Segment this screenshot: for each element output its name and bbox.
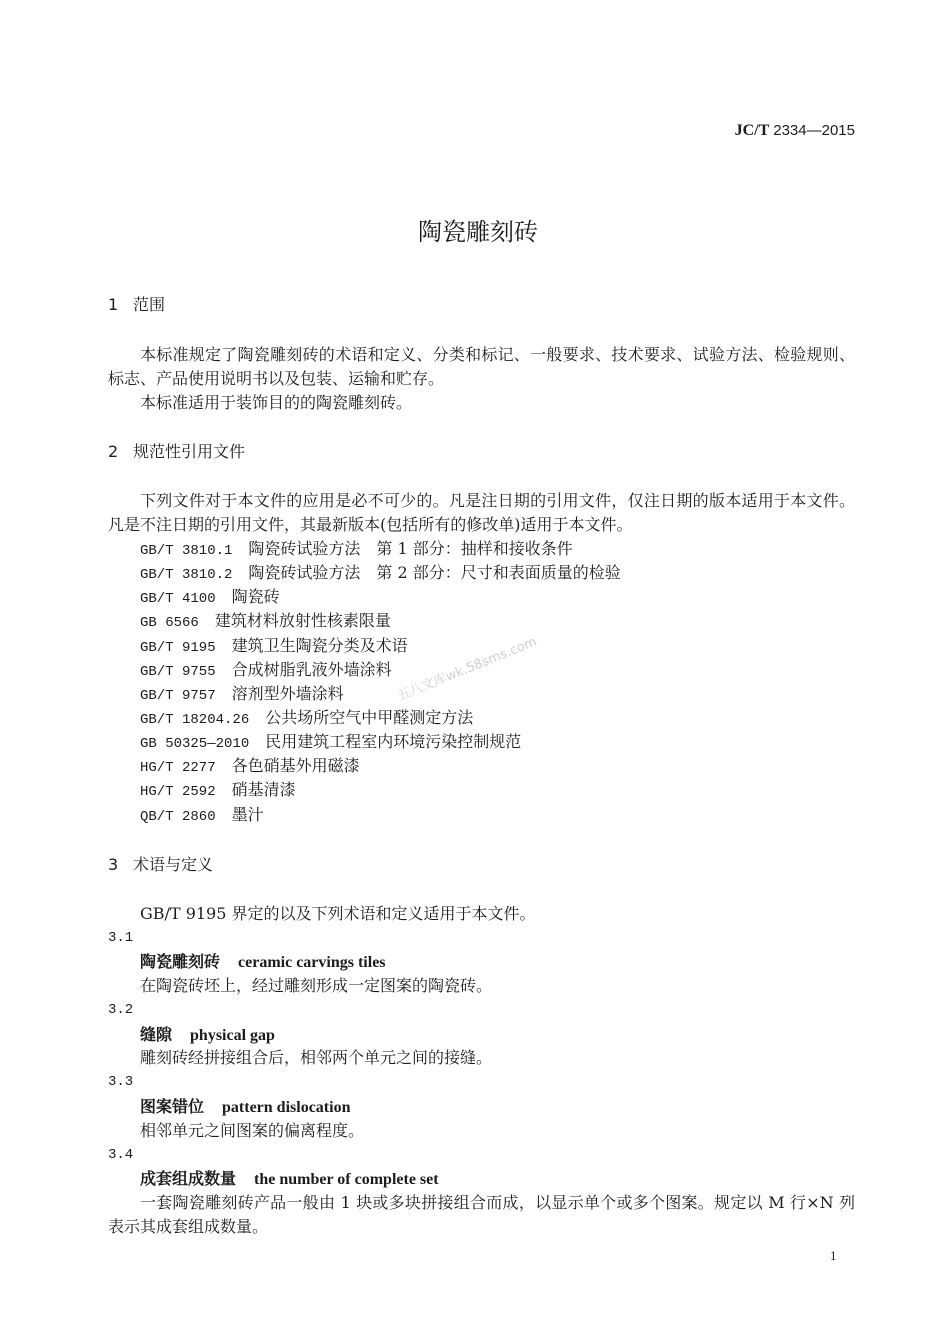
term-heading [140, 1167, 439, 1191]
section-title: 规范性引用文件 [133, 442, 246, 461]
section-number: 1 [108, 295, 119, 314]
reference-item [140, 778, 296, 802]
term-definition: 一套陶瓷雕刻砖产品一般由 1 块或多块拼接组合而成，以显示单个或多个图案。规定以 M 行×N 列 [140, 1193, 855, 1212]
term-chinese: 陶瓷雕刻砖 [140, 952, 221, 971]
standard-code-number: 2334—2015 [773, 122, 855, 139]
page-number: 1 [830, 1248, 837, 1263]
section-title: 术语与定义 [133, 855, 214, 874]
paragraph-line: 凡是不注日期的引用文件，其最新版本(包括所有的修改单)适用于本文件。 [108, 515, 633, 534]
reference-code: GB 6566 [140, 615, 199, 631]
paragraph-line: 本标准适用于装饰目的的陶瓷雕刻砖。 [140, 393, 413, 412]
section-2-heading [108, 440, 245, 464]
reference-code: GB/T 9195 [140, 640, 216, 656]
term-english: ceramic carvings tiles [238, 954, 386, 971]
reference-title: 合成树脂乳液外墙涂料 [231, 660, 392, 679]
reference-code: GB/T 3810.2 [140, 567, 233, 583]
reference-code: HG/T 2592 [140, 784, 216, 800]
reference-item [140, 634, 408, 658]
reference-title: 溶剂型外墙涂料 [231, 684, 344, 703]
term-heading [140, 1095, 350, 1119]
reference-code: GB/T 4100 [140, 591, 216, 607]
reference-item [140, 706, 473, 730]
reference-item [140, 658, 392, 682]
reference-code: GB/T 18204.26 [140, 712, 250, 728]
term-chinese: 成套组成数量 [140, 1169, 237, 1188]
reference-item [140, 730, 521, 754]
term-number: 3.4 [108, 1147, 134, 1163]
section-number: 3 [108, 855, 119, 874]
reference-title: 建筑材料放射性核素限量 [214, 611, 391, 630]
reference-code: HG/T 2277 [140, 760, 216, 776]
term-definition: 在陶瓷砖坯上，经过雕刻形成一定图案的陶瓷砖。 [140, 976, 493, 995]
standard-code-prefix: JC/T [734, 122, 770, 139]
section-title: 范围 [133, 295, 166, 314]
reference-title: 公共场所空气中甲醛测定方法 [265, 708, 474, 727]
reference-title: 墨汁 [231, 805, 264, 824]
reference-title: 民用建筑工程室内环境污染控制规范 [265, 732, 522, 751]
term-number: 3.1 [108, 930, 134, 946]
reference-title: 建筑卫生陶瓷分类及术语 [231, 636, 408, 655]
term-definition: 表示其成套组成数量。 [108, 1217, 269, 1236]
section-3-heading [108, 853, 213, 877]
reference-title: 陶瓷砖试验方法 第 2 部分：尺寸和表面质量的检验 [248, 563, 621, 582]
reference-item [140, 682, 344, 706]
term-definition: 相邻单元之间图案的偏离程度。 [140, 1121, 365, 1140]
paragraph-line: 下列文件对于本文件的应用是必不可少的。凡是注日期的引用文件，仅注日期的版本适用于本文件。 [140, 491, 855, 510]
reference-code: GB/T 9755 [140, 664, 216, 680]
reference-item [140, 803, 264, 827]
reference-item [140, 609, 391, 633]
term-number: 3.3 [108, 1074, 134, 1090]
reference-title: 陶瓷砖试验方法 第 1 部分：抽样和接收条件 [248, 539, 573, 558]
reference-title: 硝基清漆 [231, 780, 296, 799]
reference-item [140, 585, 280, 609]
term-english: pattern dislocation [222, 1099, 351, 1116]
reference-title: 陶瓷砖 [231, 587, 280, 606]
paragraph-line: GB/T 9195 界定的以及下列术语和定义适用于本文件。 [140, 904, 536, 923]
reference-item [140, 754, 360, 778]
reference-item [140, 537, 573, 561]
standard-code-header [735, 119, 855, 143]
reference-code: QB/T 2860 [140, 809, 216, 825]
term-heading [140, 950, 386, 974]
term-english: physical gap [190, 1027, 275, 1044]
term-definition: 雕刻砖经拼接组合后，相邻两个单元之间的接缝。 [140, 1048, 493, 1067]
paragraph-line: 本标准规定了陶瓷雕刻砖的术语和定义、分类和标记、一般要求、技术要求、试验方法、检验规则、 [140, 345, 855, 364]
term-number: 3.2 [108, 1002, 134, 1018]
reference-code: GB 50325—2010 [140, 736, 250, 752]
reference-code: GB/T 9757 [140, 688, 216, 704]
paragraph-line: 标志、产品使用说明书以及包装、运输和贮存。 [108, 369, 445, 388]
reference-code: GB/T 3810.1 [140, 543, 233, 559]
term-heading [140, 1023, 275, 1047]
term-chinese: 缝隙 [140, 1025, 173, 1044]
term-english: the number of complete set [254, 1171, 439, 1188]
section-number: 2 [108, 442, 119, 461]
watermark: 五八文库wk.58sms.com [395, 634, 540, 705]
reference-title: 各色硝基外用磁漆 [231, 756, 360, 775]
document-title: 陶瓷雕刻砖 [418, 218, 538, 246]
reference-item [140, 561, 621, 585]
section-1-heading [108, 293, 165, 317]
term-chinese: 图案错位 [140, 1097, 205, 1116]
